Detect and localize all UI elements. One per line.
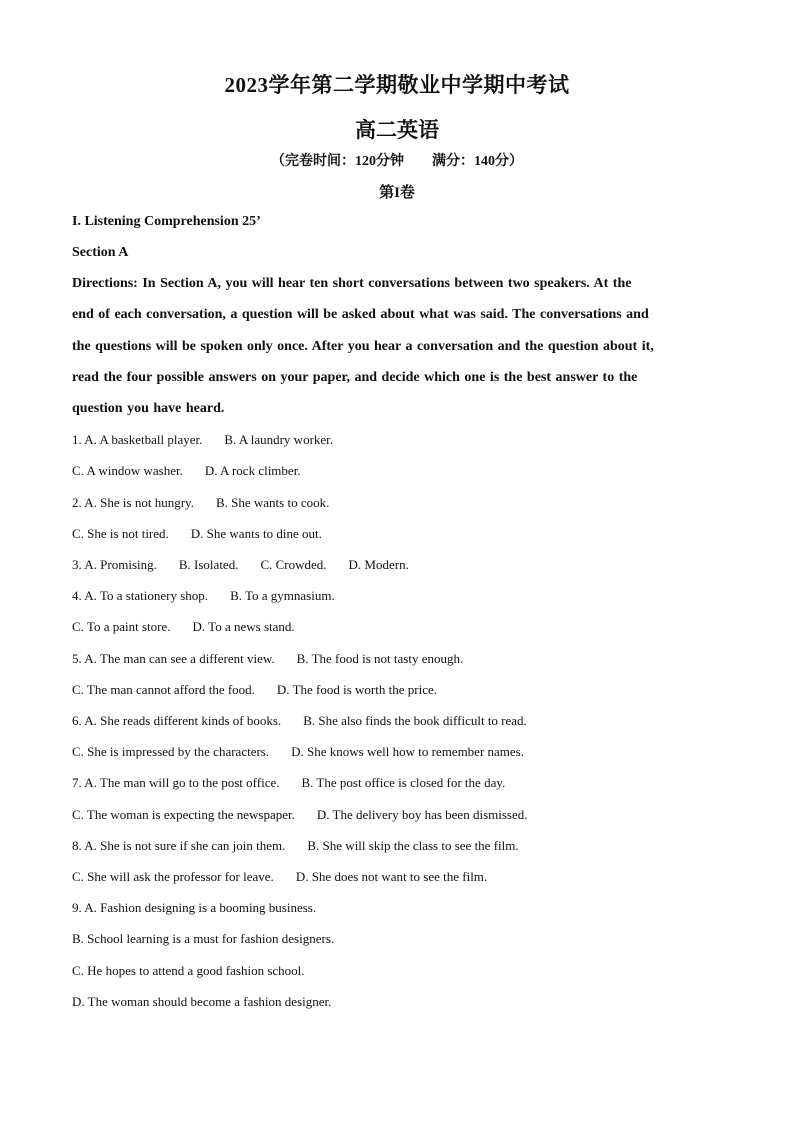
question-5-row-1 — [72, 651, 463, 667]
option-d: D. She does not want to see the film. — [295, 869, 488, 884]
exam-info — [0, 150, 794, 170]
option-a: 2. A. She is not hungry. — [72, 495, 194, 510]
option-c: C. The woman is expecting the newspaper. — [72, 807, 295, 822]
question-9-option-c: C. He hopes to attend a good fashion school. — [72, 963, 305, 978]
question-1-row-2 — [72, 463, 301, 479]
option-c: C. She will ask the professor for leave. — [72, 869, 274, 884]
question-3-row — [72, 557, 409, 573]
question-8-row-1 — [72, 838, 519, 854]
option-c: C. Crowded. — [260, 557, 327, 572]
question-8-row-2 — [72, 869, 487, 885]
option-a: 7. A. The man will go to the post office. — [72, 775, 280, 790]
option-b: B. She wants to cook. — [215, 495, 330, 510]
option-b: B. She also finds the book difficult to read. — [303, 713, 527, 728]
question-6-row-2 — [72, 744, 524, 760]
exam-time: （完卷时间：120分钟 — [271, 154, 404, 169]
option-c: C. She is impressed by the characters. — [72, 744, 270, 759]
exam-score: 满分：140分） — [432, 154, 523, 169]
option-a: 5. A. The man can see a different view. — [72, 651, 275, 666]
option-d: D. She wants to dine out. — [190, 526, 322, 541]
question-9-option-b: B. School learning is a must for fashion designers. — [72, 931, 335, 946]
option-a: 3. A. Promising. — [72, 557, 157, 572]
option-d: D. The food is worth the price. — [276, 682, 437, 697]
directions-line: the questions will be spoken only once. After you hear a conversation and the question about it, — [72, 339, 654, 354]
section-heading: Section A — [72, 245, 129, 260]
question-2-row-2 — [72, 526, 322, 542]
question-6-row-1 — [72, 713, 527, 729]
question-7-row-2 — [72, 807, 527, 823]
option-b: B. The post office is closed for the day. — [301, 775, 506, 790]
question-4-row-2 — [72, 619, 295, 635]
question-5-row-2 — [72, 682, 437, 698]
option-a: 1. A. A basketball player. — [72, 432, 203, 447]
option-c: C. The man cannot afford the food. — [72, 682, 255, 697]
option-a: 8. A. She is not sure if she can join them. — [72, 838, 286, 853]
question-7-row-1 — [72, 775, 505, 791]
option-c: C. To a paint store. — [72, 619, 171, 634]
question-1-row-1 — [72, 432, 333, 448]
question-9-option-d: D. The woman should become a fashion designer. — [72, 994, 332, 1009]
exam-title: 2023学年第二学期敬业中学期中考试 — [224, 73, 570, 97]
option-a: 6. A. She reads different kinds of books. — [72, 713, 282, 728]
option-c: C. A window washer. — [72, 463, 183, 478]
option-d: D. To a news stand. — [192, 619, 295, 634]
directions-line: read the four possible answers on your paper, and decide which one is the best answer to the — [72, 370, 638, 385]
volume-label: 第I卷 — [379, 185, 415, 201]
question-9-option-a: 9. A. Fashion designing is a booming business. — [72, 900, 317, 915]
option-a: 4. A. To a stationery shop. — [72, 588, 209, 603]
directions-line: end of each conversation, a question will be asked about what was said. The conversations and — [72, 307, 649, 322]
option-b: B. Isolated. — [178, 557, 239, 572]
option-d: D. Modern. — [348, 557, 409, 572]
option-d: D. She knows well how to remember names. — [291, 744, 524, 759]
option-b: B. The food is not tasty enough. — [296, 651, 464, 666]
exam-subject: 高二英语 — [355, 118, 439, 142]
option-b: B. To a gymnasium. — [230, 588, 335, 603]
option-d: D. The delivery boy has been dismissed. — [316, 807, 528, 822]
part-heading: I. Listening Comprehension 25’ — [72, 214, 261, 229]
option-c: C. She is not tired. — [72, 526, 169, 541]
directions-line: question you have heard. — [72, 401, 225, 416]
directions-line: Directions: In Section A, you will hear ten short conversations between two speakers. At the — [72, 276, 632, 291]
option-d: D. A rock climber. — [204, 463, 301, 478]
option-b: B. She will skip the class to see the film. — [307, 838, 519, 853]
question-2-row-1 — [72, 495, 329, 511]
question-4-row-1 — [72, 588, 335, 604]
option-b: B. A laundry worker. — [224, 432, 334, 447]
